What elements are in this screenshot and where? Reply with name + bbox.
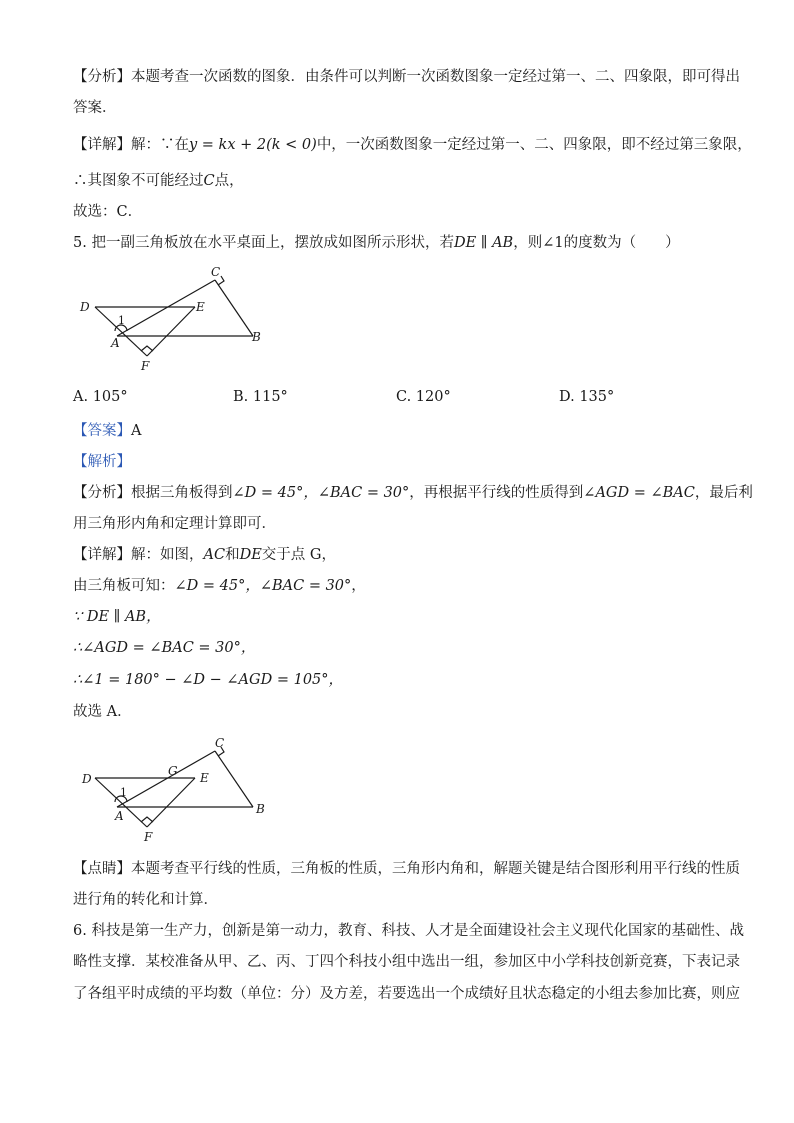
q5-stem-text-a: 5. 把一副三角板放在水平桌面上，摆放成如图所示形状，若 [73, 235, 454, 251]
q5-analysis-text-1b: ，再根据平行线的性质得到 [409, 485, 584, 501]
q5-detail-math-2: ∠D = 45°，∠BAC = 30° [174, 578, 352, 594]
q5-jiexi-line [73, 452, 131, 472]
q5-option-b: B. 115° [233, 389, 288, 405]
q5-comment-line-2 [73, 890, 218, 910]
q5-figure-with-g [75, 731, 275, 846]
q5-analysis-line-2 [73, 514, 276, 534]
q5-analysis-math-1: ∠D = 45°，∠BAC = 30° [232, 485, 410, 501]
q5-analysis-math-2: ∠AGD = ∠BAC [583, 485, 695, 501]
fig2-label-d: D [82, 772, 92, 786]
fig1-label-c: C [211, 265, 221, 279]
q4-point-c: C [203, 173, 215, 189]
fig1-label-e: E [196, 300, 205, 314]
q4-function-formula: y = kx + 2(k < 0) [189, 137, 317, 153]
fig1-angle-1: 1 [118, 314, 125, 327]
q5-figure-triangles [75, 263, 275, 378]
q6-line-3: 了各组平时成绩的平均数（单位：分）及方差，若要选出一个成绩好且状态稳定的小组去参加比赛，则应 [73, 986, 740, 1002]
detail-tag: 【详解】 [73, 137, 131, 153]
q5-choose-line [73, 702, 132, 722]
q6-line-1: 6. 科技是第一生产力，创新是第一动力，教育、科技、人才是全面建设社会主义现代化国家的基础性、战 [73, 923, 744, 939]
fig2-label-e: E [200, 771, 209, 785]
fig1-label-b: B [252, 330, 261, 344]
q5-analysis-text-2: 用三角形内角和定理计算即可． [73, 516, 276, 532]
fig1-label-d: D [80, 300, 90, 314]
q5-detail-line-4: ∴∠AGD = ∠BAC = 30°， [73, 640, 256, 656]
fig2-angle-1: 1 [120, 786, 127, 799]
q5-analysis-tag: 【分析】 [73, 485, 131, 501]
q5-detail-text-2a: 由三角板可知： [73, 578, 175, 594]
q5-stem [73, 233, 680, 253]
q5-detail-math-de: DE [239, 547, 262, 563]
q5-detail-text-1c: 交于点 G， [261, 547, 336, 563]
fig2-label-g: G [168, 764, 178, 778]
q4-analysis-line-2 [73, 98, 117, 118]
q4-analysis-text-1: 本题考查一次函数的图象．由条件可以判断一次函数图象一定经过第一、二、四象限，即可得出 [131, 69, 740, 85]
fig2-label-a: A [115, 809, 124, 823]
q5-comment-text-1: 本题考查平行线的性质，三角板的性质，三角形内角和，解题关键是结合图形利用平行线的性质 [131, 861, 740, 877]
q4-detail-text-2b: 点， [214, 173, 244, 189]
analysis-tag: 【分析】 [73, 69, 131, 85]
q5-detail-line-3: ∵ DE ∥ AB， [73, 609, 161, 625]
q5-detail-line-1 [73, 545, 336, 565]
fig1-label-a: A [111, 336, 120, 350]
fig2-label-b: B [256, 802, 265, 816]
q4-detail-line-1 [73, 135, 752, 155]
q5-detail-text-1b: 和 [225, 547, 240, 563]
q5-option-c: C. 120° [396, 389, 451, 405]
q5-choose: 故选 A． [73, 704, 132, 720]
fig1-label-f: F [141, 359, 150, 373]
q4-detail-text-1a: 解：∵在 [131, 137, 189, 153]
q5-option-a: A. 105° [73, 389, 128, 405]
q5-detail-line-2 [73, 576, 366, 596]
q5-detail-text-2b: ， [351, 578, 366, 594]
fig2-label-c: C [215, 736, 225, 750]
q4-detail-text-1b: 中，一次函数图象一定经过第一、二、四象限，即不经过第三象限， [316, 137, 752, 153]
q5-answer-line [73, 421, 141, 441]
q5-stem-text-b: ，则∠1的度数为（ ） [513, 235, 680, 251]
q5-comment-text-2: 进行角的转化和计算． [73, 892, 218, 908]
q4-choose-line [73, 202, 142, 222]
q5-analysis-text-1c: ，最后利 [694, 485, 753, 501]
q5-detail-text-1a: 解：如图， [131, 547, 204, 563]
q5-option-d: D. 135° [559, 389, 615, 405]
answer-tag: 【答案】 [73, 423, 131, 439]
q4-analysis-text-2: 答案． [73, 100, 117, 116]
q5-analysis-text-1a: 根据三角板得到 [131, 485, 233, 501]
q5-analysis-line-1 [73, 483, 753, 503]
q5-detail-math-ac: AC [203, 547, 226, 563]
jiexi-tag: 【解析】 [73, 454, 131, 470]
q4-analysis-line-1 [73, 67, 740, 87]
q6-line-2: 略性支撑．某校准备从甲、乙、丙、丁四个科技小组中选出一组，参加区中小学科技创新竞赛，下表记录 [73, 954, 740, 970]
q5-comment-line-1 [73, 859, 740, 879]
q5-answer: A [131, 423, 142, 439]
q5-stem-math: DE ∥ AB [453, 235, 514, 251]
q4-choose: 故选：C． [73, 204, 143, 220]
q5-detail-tag: 【详解】 [73, 547, 131, 563]
q4-detail-line-2 [73, 171, 244, 191]
comment-tag: 【点睛】 [73, 861, 131, 877]
q5-detail-line-5: ∴∠1 = 180° − ∠D − ∠AGD = 105°， [73, 672, 344, 688]
q4-detail-text-2a: ∴其图象不可能经过 [73, 173, 204, 189]
fig2-label-f: F [144, 830, 153, 844]
